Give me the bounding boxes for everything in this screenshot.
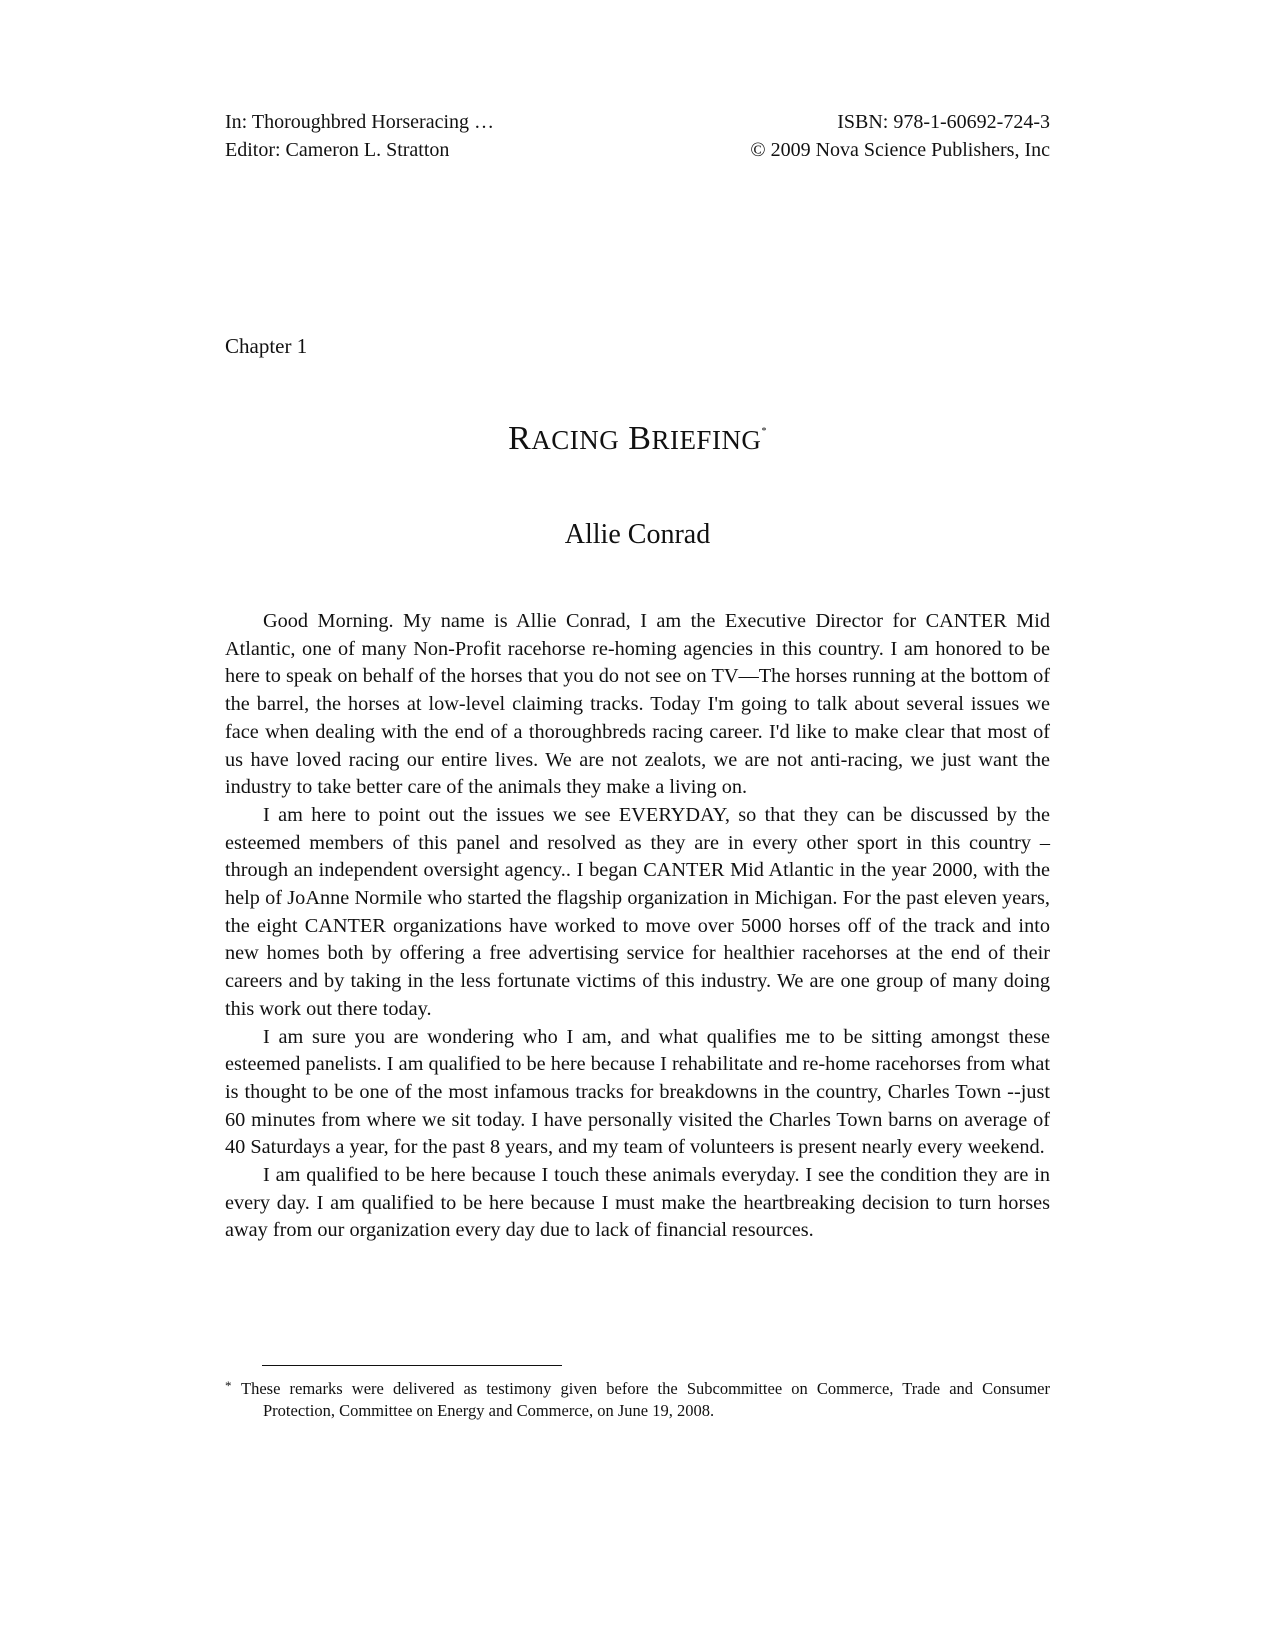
title-rest-2: RIEFING [651,425,762,455]
paragraph: Good Morning. My name is Allie Conrad, I am the Executive Director for CANTER Mid Atlantic, one of many Non-Profit racehorse re-homing agencies in this country. I am honored to be here to speak on behalf of the horses that you do not see on TV—The horses running at the bottom of the barrel, the horses at low-level claiming tracks. Today I'm going to talk about several issues we face when dealing with the end of a thoroughbreds racing career. I'd like to make clear that most of us have loved racing our entire lives. We are not zealots, we are not anti-racing, we just want the industry to take better care of the animals they make a living on. [225,610,1050,799]
footnote-text: These remarks were delivered as testimony given before the Subcommittee on Commerce, Trade and Consumer Protection, Committee on Energy and Commerce, on June 19, 2008. [241,1379,1050,1420]
title-rest-1: ACING [531,425,620,455]
editor: Editor: Cameron L. Stratton [225,139,450,161]
body-text [225,608,1050,1245]
header-row-1 [225,108,1050,136]
paragraph: I am sure you are wondering who I am, and what qualifies me to be sitting amongst these esteemed panelists. I am qualified to be here because I rehabilitate and re-home racehorses from what is thought to be one of the most infamous tracks for breakdowns in the country, Charles Town --just 60 minutes from where we sit today. I have personally visited the Charles Town barns on average of 40 Saturdays a year, for the past 8 years, and my team of volunteers is present nearly every weekend. [225,1025,1050,1159]
chapter-title [0,420,1275,458]
title-initial-1: R [508,420,532,457]
title-initial-2: B [628,420,652,457]
footnote-divider [262,1365,562,1366]
chapter-label: Chapter 1 [225,334,308,358]
running-header [225,108,1050,164]
author-name: Allie Conrad [564,519,711,550]
book-title: In: Thoroughbred Horseracing … [225,111,495,133]
footnote [225,1378,1050,1422]
paragraph: I am qualified to be here because I touch these animals everyday. I see the condition they are in every day. I am qualified to be here because I must make the heartbreaking decision to turn horses away from our organization every day due to lack of financial resources. [225,1164,1050,1242]
title-footnote-marker: * [761,426,767,437]
isbn: ISBN: 978-1-60692-724-3 [837,111,1050,133]
header-row-2 [225,136,1050,164]
footnote-marker: * [225,1378,232,1393]
copyright: © 2009 Nova Science Publishers, Inc [750,139,1050,161]
paragraph: I am here to point out the issues we see EVERYDAY, so that they can be discussed by the esteemed members of this panel and resolved as they are in every other sport in this country – through an independent oversight agency.. I began CANTER Mid Atlantic in the year 2000, with the help of JoAnne Normile who started the flagship organization in Michigan. For the past eleven years, the eight CANTER organizations have worked to move over 5000 horses off of the track and into new homes both by offering a free advertising service for healthier racehorses at the end of their careers and by taking in the less fortunate victims of this industry. We are one group of many doing this work out there today. [225,803,1050,1020]
